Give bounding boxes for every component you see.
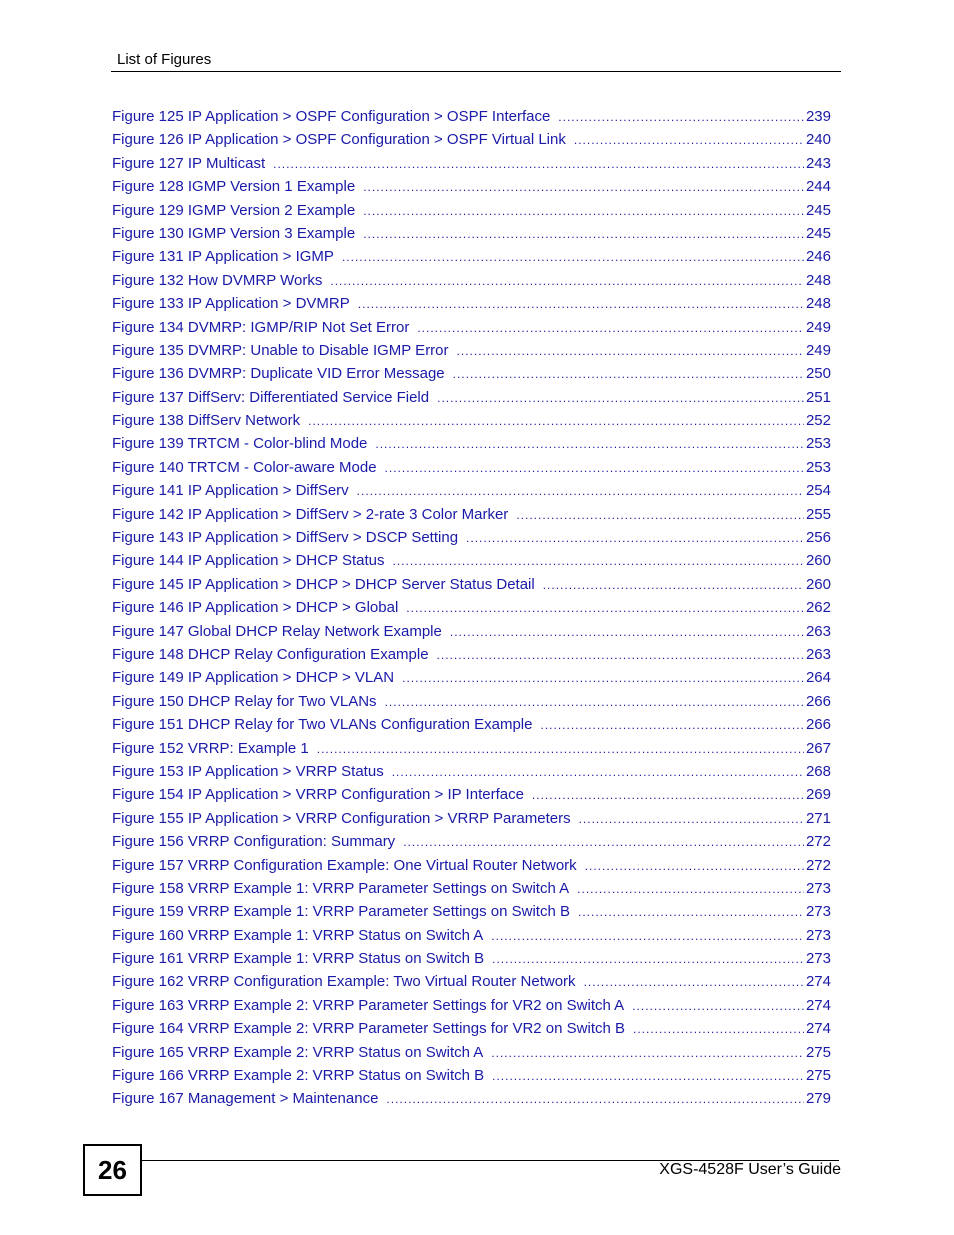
toc-entry-page: 268 xyxy=(805,762,831,780)
toc-entry[interactable] xyxy=(112,503,831,526)
dot-leader xyxy=(437,644,804,666)
toc-entry[interactable] xyxy=(112,269,831,292)
toc-entry-page: 274 xyxy=(805,996,831,1014)
dot-leader xyxy=(466,527,804,549)
toc-entry[interactable] xyxy=(112,924,831,947)
dot-leader xyxy=(574,129,804,151)
toc-entry[interactable] xyxy=(112,807,831,830)
toc-entry-title: Figure 160 VRRP Example 1: VRRP Status on Switch A xyxy=(112,926,484,944)
dot-leader xyxy=(453,363,804,385)
toc-entry[interactable] xyxy=(112,409,831,432)
toc-entry-page: 274 xyxy=(805,1020,831,1038)
toc-entry-title: Figure 152 VRRP: Example 1 xyxy=(112,739,309,757)
toc-entry-page: 248 xyxy=(805,295,831,313)
toc-entry[interactable] xyxy=(112,994,831,1017)
dot-leader xyxy=(437,387,804,409)
dot-leader xyxy=(584,971,804,993)
toc-entry-title: Figure 164 VRRP Example 2: VRRP Parameter Settings for VR2 on Switch B xyxy=(112,1020,626,1038)
toc-entry[interactable] xyxy=(112,830,831,853)
toc-entry[interactable] xyxy=(112,877,831,900)
dot-leader xyxy=(406,597,804,619)
toc-entry-page: 272 xyxy=(805,833,831,851)
toc-entry-page: 239 xyxy=(805,108,831,125)
header-rule xyxy=(111,71,841,72)
toc-entry-page: 264 xyxy=(805,669,831,687)
toc-entry[interactable] xyxy=(112,362,831,385)
dot-leader xyxy=(516,504,804,526)
dot-leader xyxy=(633,1018,804,1040)
toc-entry-page: 245 xyxy=(805,201,831,219)
toc-entry-title: Figure 159 VRRP Example 1: VRRP Parameter Settings on Switch B xyxy=(112,903,570,921)
toc-entry-page: 254 xyxy=(805,482,831,500)
toc-entry-title: Figure 137 DiffServ: Differentiated Service Field xyxy=(112,388,430,406)
dot-leader xyxy=(492,1065,804,1087)
toc-entry-page: 248 xyxy=(805,271,831,289)
toc-entry[interactable] xyxy=(112,479,831,502)
toc-entry-page: 275 xyxy=(805,1043,831,1061)
toc-entry-page: 252 xyxy=(805,412,831,430)
toc-entry-page: 245 xyxy=(805,224,831,242)
toc-entry-title: Figure 157 VRRP Configuration Example: One Virtual Router Network xyxy=(112,856,577,874)
toc-entry[interactable] xyxy=(112,947,831,970)
toc-entry-page: 269 xyxy=(805,786,831,804)
dot-leader xyxy=(417,317,804,339)
toc-entry-page: 273 xyxy=(805,879,831,897)
toc-entry-page: 271 xyxy=(805,809,831,827)
toc-entry-page: 260 xyxy=(805,552,831,570)
toc-entry-title: Figure 145 IP Application > DHCP > DHCP Server Status Detail xyxy=(112,575,535,593)
toc-entry-title: Figure 166 VRRP Example 2: VRRP Status on Switch B xyxy=(112,1067,485,1085)
toc-entry[interactable] xyxy=(112,713,831,736)
dot-leader xyxy=(386,1088,804,1110)
dot-leader xyxy=(543,574,804,596)
toc-entry-page: 273 xyxy=(805,950,831,968)
toc-entry-page: 250 xyxy=(805,365,831,383)
dot-leader xyxy=(273,153,804,175)
toc-entry[interactable] xyxy=(112,199,831,222)
toc-entry[interactable] xyxy=(112,245,831,268)
toc-entry-title: Figure 126 IP Application > OSPF Configuration > OSPF Virtual Link xyxy=(112,131,566,149)
page-number: 26 xyxy=(83,1144,142,1196)
toc-entry-page: 249 xyxy=(805,318,831,336)
dot-leader xyxy=(403,831,804,853)
toc-entry-title: Figure 134 DVMRP: IGMP/RIP Not Set Error xyxy=(112,318,410,336)
toc-entry-page: 263 xyxy=(805,645,831,663)
toc-entry-page: 244 xyxy=(805,178,831,196)
toc-entry-title: Figure 146 IP Application > DHCP > Global xyxy=(112,599,399,617)
dot-leader xyxy=(363,200,804,222)
toc-entry[interactable] xyxy=(112,737,831,760)
toc-entry[interactable] xyxy=(112,1041,831,1064)
toc-entry[interactable] xyxy=(112,339,831,362)
toc-entry[interactable] xyxy=(112,292,831,315)
toc-entry-title: Figure 163 VRRP Example 2: VRRP Parameter Settings for VR2 on Switch A xyxy=(112,996,625,1014)
dot-leader xyxy=(358,293,804,315)
toc-entry-title: Figure 165 VRRP Example 2: VRRP Status on Switch A xyxy=(112,1043,484,1061)
toc-entry-page: 243 xyxy=(805,154,831,172)
dot-leader xyxy=(578,901,804,923)
toc-entry[interactable] xyxy=(112,432,831,455)
toc-entry[interactable] xyxy=(112,456,831,479)
toc-entry-title: Figure 153 IP Application > VRRP Status xyxy=(112,762,384,780)
toc-entry-title: Figure 127 IP Multicast xyxy=(112,154,266,172)
dot-leader xyxy=(402,667,804,689)
toc-entry-page: 246 xyxy=(805,248,831,266)
dot-leader xyxy=(558,106,804,128)
toc-entry[interactable] xyxy=(112,783,831,806)
toc-entry[interactable] xyxy=(112,596,831,619)
dot-leader xyxy=(385,457,804,479)
dot-leader xyxy=(357,480,804,502)
dot-leader xyxy=(577,878,804,900)
toc-entry-page: 240 xyxy=(805,131,831,149)
toc-entry-page: 262 xyxy=(805,599,831,617)
dot-leader xyxy=(317,738,804,760)
toc-entry-page: 267 xyxy=(805,739,831,757)
dot-leader xyxy=(363,176,804,198)
toc-entry[interactable] xyxy=(112,1017,831,1040)
toc-entry-title: Figure 130 IGMP Version 3 Example xyxy=(112,224,356,242)
dot-leader xyxy=(492,948,804,970)
toc-entry[interactable] xyxy=(112,666,831,689)
toc-entry[interactable] xyxy=(112,386,831,409)
toc-entry-page: 256 xyxy=(805,529,831,547)
toc-entry-page: 275 xyxy=(805,1067,831,1085)
toc-entry-title: Figure 162 VRRP Configuration Example: Two Virtual Router Network xyxy=(112,973,576,991)
toc-entry-title: Figure 161 VRRP Example 1: VRRP Status on Switch B xyxy=(112,950,485,968)
toc-entry-title: Figure 129 IGMP Version 2 Example xyxy=(112,201,356,219)
dot-leader xyxy=(585,855,804,877)
toc-entry-title: Figure 136 DVMRP: Duplicate VID Error Message xyxy=(112,365,445,383)
dot-leader xyxy=(385,691,804,713)
toc-entry-title: Figure 158 VRRP Example 1: VRRP Parameter Settings on Switch A xyxy=(112,879,570,897)
toc-entry[interactable] xyxy=(112,222,831,245)
toc-entry[interactable] xyxy=(112,854,831,877)
toc-entry-title: Figure 135 DVMRP: Unable to Disable IGMP Error xyxy=(112,341,449,359)
toc-entry-title: Figure 142 IP Application > DiffServ > 2-rate 3 Color Marker xyxy=(112,505,509,523)
toc-entry-title: Figure 151 DHCP Relay for Two VLANs Configuration Example xyxy=(112,716,533,734)
toc-entry-title: Figure 143 IP Application > DiffServ > DSCP Setting xyxy=(112,529,459,547)
toc-entry-title: Figure 140 TRTCM - Color-aware Mode xyxy=(112,458,377,476)
toc-entry-page: 272 xyxy=(805,856,831,874)
toc-entry-page: 266 xyxy=(805,692,831,710)
toc-entry-title: Figure 144 IP Application > DHCP Status xyxy=(112,552,385,570)
toc-entry[interactable] xyxy=(112,316,831,339)
dot-leader xyxy=(392,761,804,783)
toc-entry[interactable] xyxy=(112,1064,831,1087)
toc-entry-title: Figure 131 IP Application > IGMP xyxy=(112,248,334,266)
toc-entry-page: 266 xyxy=(805,716,831,734)
toc-entry-page: 251 xyxy=(805,388,831,406)
dot-leader xyxy=(308,410,804,432)
dot-leader xyxy=(363,223,804,245)
toc-entry[interactable] xyxy=(112,549,831,572)
toc-entry-title: Figure 148 DHCP Relay Configuration Example xyxy=(112,645,429,663)
toc-entry[interactable] xyxy=(112,690,831,713)
dot-leader xyxy=(579,808,804,830)
toc-entry-title: Figure 156 VRRP Configuration: Summary xyxy=(112,833,396,851)
toc-entry-title: Figure 154 IP Application > VRRP Configuration > IP Interface xyxy=(112,786,524,804)
toc-entry[interactable] xyxy=(112,900,831,923)
figure-list xyxy=(112,105,831,1111)
dot-leader xyxy=(375,433,804,455)
dot-leader xyxy=(330,270,804,292)
toc-entry-title: Figure 139 TRTCM - Color-blind Mode xyxy=(112,435,368,453)
toc-entry-title: Figure 155 IP Application > VRRP Configuration > VRRP Parameters xyxy=(112,809,571,827)
toc-entry[interactable] xyxy=(112,128,831,151)
toc-entry-page: 274 xyxy=(805,973,831,991)
toc-entry-title: Figure 141 IP Application > DiffServ xyxy=(112,482,349,500)
toc-entry-title: Figure 147 Global DHCP Relay Network Example xyxy=(112,622,442,640)
toc-entry-page: 253 xyxy=(805,458,831,476)
dot-leader xyxy=(632,995,804,1017)
toc-entry-title: Figure 128 IGMP Version 1 Example xyxy=(112,178,356,196)
toc-entry[interactable] xyxy=(112,620,831,643)
toc-entry[interactable] xyxy=(112,970,831,993)
dot-leader xyxy=(491,925,804,947)
dot-leader xyxy=(342,246,804,268)
dot-leader xyxy=(540,714,803,736)
toc-entry[interactable] xyxy=(112,573,831,596)
toc-entry[interactable] xyxy=(112,175,831,198)
toc-entry[interactable] xyxy=(112,105,831,128)
toc-entry-title: Figure 132 How DVMRP Works xyxy=(112,271,323,289)
toc-entry-title: Figure 150 DHCP Relay for Two VLANs xyxy=(112,692,377,710)
toc-entry-page: 279 xyxy=(805,1090,831,1108)
toc-entry-page: 273 xyxy=(805,926,831,944)
toc-entry-page: 249 xyxy=(805,341,831,359)
toc-entry-title: Figure 138 DiffServ Network xyxy=(112,412,301,430)
running-header: List of Figures xyxy=(117,51,212,68)
dot-leader xyxy=(491,1042,804,1064)
dot-leader xyxy=(532,784,804,806)
guide-title: XGS-4528F User’s Guide xyxy=(659,1161,841,1178)
toc-entry[interactable] xyxy=(112,1087,831,1110)
toc-entry-page: 253 xyxy=(805,435,831,453)
toc-entry-title: Figure 149 IP Application > DHCP > VLAN xyxy=(112,669,395,687)
dot-leader xyxy=(393,550,804,572)
toc-entry-page: 255 xyxy=(805,505,831,523)
toc-entry[interactable] xyxy=(112,760,831,783)
toc-entry[interactable] xyxy=(112,643,831,666)
toc-entry[interactable] xyxy=(112,526,831,549)
dot-leader xyxy=(457,340,804,362)
toc-entry-page: 260 xyxy=(805,575,831,593)
toc-entry[interactable] xyxy=(112,152,831,175)
dot-leader xyxy=(450,621,804,643)
toc-entry-title: Figure 167 Management > Maintenance xyxy=(112,1090,379,1108)
toc-entry-page: 263 xyxy=(805,622,831,640)
toc-entry-title: Figure 125 IP Application > OSPF Configuration > OSPF Interface xyxy=(112,108,551,125)
toc-entry-page: 273 xyxy=(805,903,831,921)
toc-entry-title: Figure 133 IP Application > DVMRP xyxy=(112,295,350,313)
